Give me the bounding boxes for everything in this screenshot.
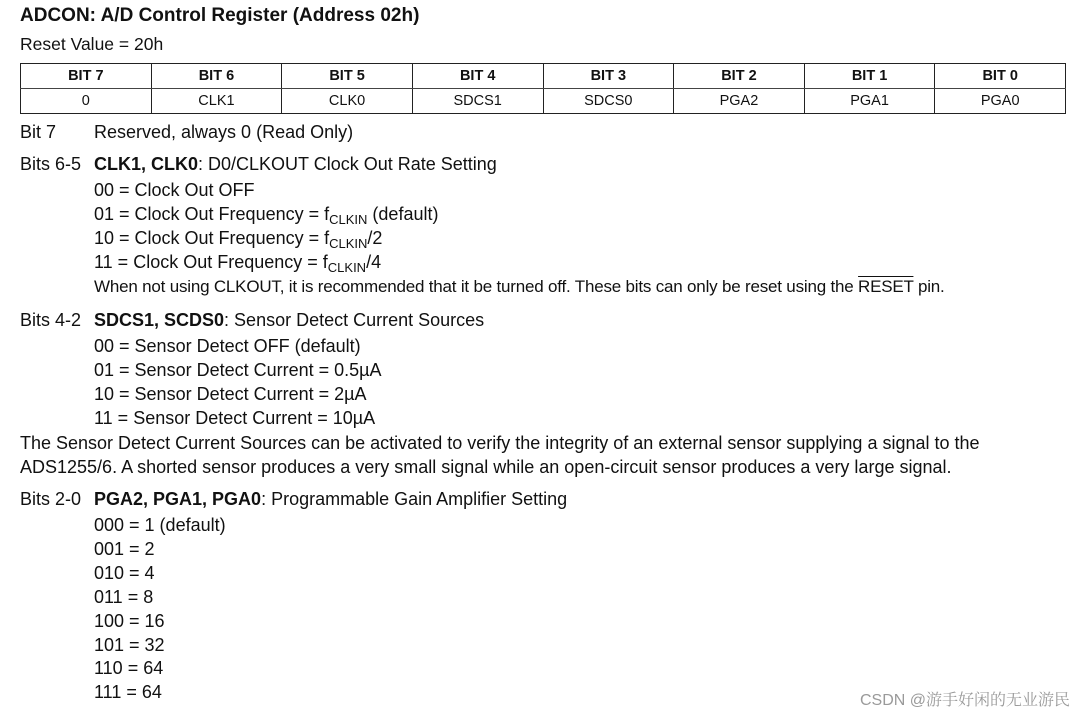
pga-option: 011 = 8 bbox=[94, 587, 154, 607]
sdcs-field-name: SDCS1, SCDS0 bbox=[94, 310, 225, 330]
bit7-label: Bit 7 bbox=[20, 122, 57, 142]
pga-option: 001 = 2 bbox=[94, 539, 155, 559]
clk-option bbox=[94, 252, 381, 275]
pga-field-name: PGA2, PGA1, PGA0 bbox=[94, 489, 262, 509]
bit-header: BIT 5 bbox=[282, 64, 413, 89]
clk-option bbox=[94, 204, 438, 227]
clk-field-desc: : D0/CLKOUT Clock Out Rate Setting bbox=[198, 154, 497, 174]
clk-note-suffix: pin. bbox=[913, 277, 945, 296]
clk-option bbox=[94, 228, 382, 251]
bit-value: SDCS0 bbox=[543, 89, 674, 114]
pga-option: 010 = 4 bbox=[94, 563, 155, 583]
bit-header: BIT 2 bbox=[674, 64, 805, 89]
pga-option: 000 = 1 (default) bbox=[94, 515, 226, 535]
clk-label: Bits 6-5 bbox=[20, 154, 82, 174]
clk-option-suffix: (default) bbox=[367, 204, 439, 224]
clk-option-subscript: CLKIN bbox=[327, 260, 367, 275]
bit-header: BIT 3 bbox=[543, 64, 674, 89]
bit-header: BIT 6 bbox=[151, 64, 282, 89]
clk-option-subscript: CLKIN bbox=[329, 212, 368, 227]
clk-option-suffix: /2 bbox=[367, 228, 383, 248]
sdcs-option: 01 = Sensor Detect Current = 0.5µA bbox=[94, 360, 382, 380]
clk-heading bbox=[20, 154, 497, 175]
bit-value: PGA1 bbox=[804, 89, 935, 114]
clk-option-subscript: CLKIN bbox=[329, 236, 368, 251]
clk-option: 00 = Clock Out OFF bbox=[94, 180, 255, 200]
clk-option-text: 01 = Clock Out Frequency = f bbox=[94, 204, 330, 224]
clk-note bbox=[94, 277, 945, 297]
sdcs-option: 11 = Sensor Detect Current = 10µA bbox=[94, 408, 376, 428]
bit-value: CLK0 bbox=[282, 89, 413, 114]
pga-option: 101 = 32 bbox=[94, 635, 165, 655]
sdcs-label: Bits 4-2 bbox=[20, 310, 82, 330]
pga-field-desc: : Programmable Gain Amplifier Setting bbox=[261, 489, 568, 509]
sdcs-paragraph-line: The Sensor Detect Current Sources can be activated to verify the integrity of an external sensor supplying a signal to the bbox=[20, 433, 980, 453]
clk-option-text: 11 = Clock Out Frequency = f bbox=[94, 252, 328, 272]
sdcs-option: 10 = Sensor Detect Current = 2µA bbox=[94, 384, 367, 404]
bit-header-row bbox=[21, 64, 1066, 89]
bit-header: BIT 7 bbox=[21, 64, 152, 89]
bit-value: PGA2 bbox=[674, 89, 805, 114]
sdcs-paragraph-line: ADS1255/6. A shorted sensor produces a very small signal while an open-circuit sensor produces a very large signal. bbox=[20, 457, 952, 477]
bit7-description bbox=[20, 122, 353, 143]
bit-header: BIT 0 bbox=[935, 64, 1066, 89]
clk-field-name: CLK1, CLK0 bbox=[94, 154, 199, 174]
clk-note-text: When not using CLKOUT, it is recommended that it be turned off. These bits can only be reset using the bbox=[94, 277, 859, 296]
bit-value: CLK1 bbox=[151, 89, 282, 114]
pga-option: 100 = 16 bbox=[94, 611, 165, 631]
bit7-text: Reserved, always 0 (Read Only) bbox=[94, 122, 354, 142]
pga-option: 111 = 64 bbox=[94, 682, 162, 702]
reset-pin-overline: RESET bbox=[858, 277, 914, 296]
bit-value: 0 bbox=[21, 89, 152, 114]
clk-option-suffix: /4 bbox=[366, 252, 382, 272]
pga-option: 110 = 64 bbox=[94, 658, 164, 678]
pga-heading bbox=[20, 489, 567, 510]
bit-header: BIT 4 bbox=[412, 64, 543, 89]
sdcs-option: 00 = Sensor Detect OFF (default) bbox=[94, 336, 361, 356]
clk-option-text: 10 = Clock Out Frequency = f bbox=[94, 228, 330, 248]
bit-value: PGA0 bbox=[935, 89, 1066, 114]
bit-header: BIT 1 bbox=[804, 64, 935, 89]
register-bit-table bbox=[20, 63, 1066, 114]
watermark: CSDN @游手好闲的无业游民 bbox=[859, 692, 1070, 709]
bit-value: SDCS1 bbox=[412, 89, 543, 114]
register-title: ADCON: A/D Control Register (Address 02h) bbox=[20, 5, 420, 26]
bit-value-row bbox=[21, 89, 1066, 114]
sdcs-heading bbox=[20, 310, 484, 331]
pga-label: Bits 2-0 bbox=[20, 489, 82, 509]
sdcs-field-desc: : Sensor Detect Current Sources bbox=[224, 310, 485, 330]
reset-value: Reset Value = 20h bbox=[20, 34, 164, 54]
